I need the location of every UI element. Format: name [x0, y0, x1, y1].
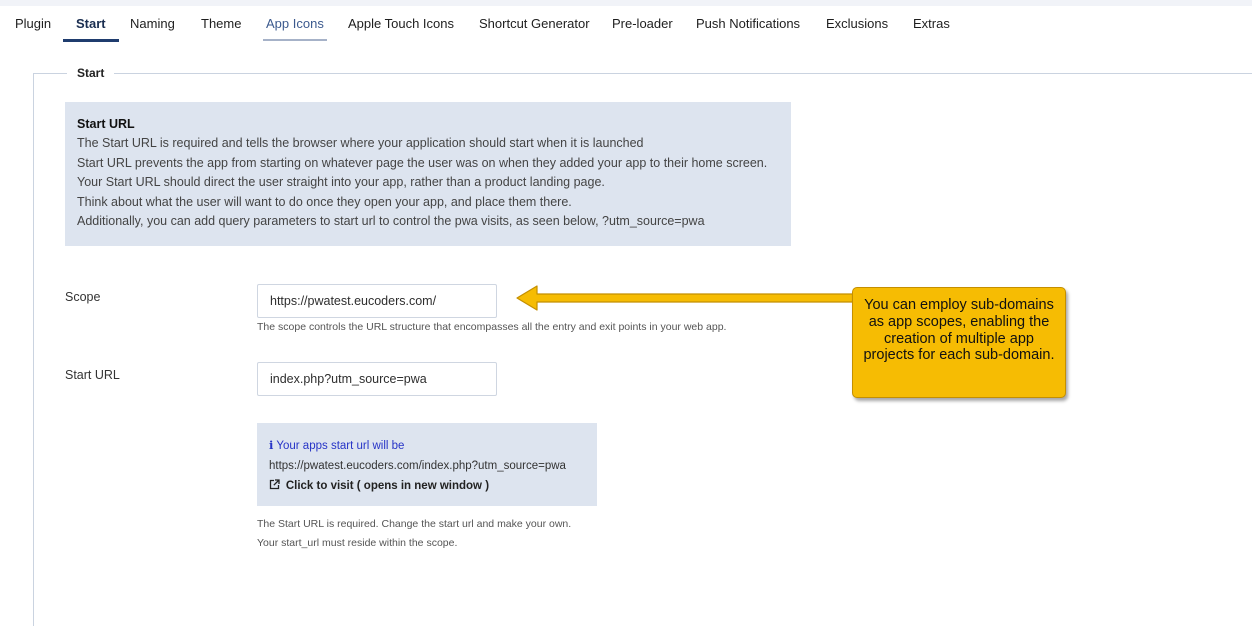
start-url-input[interactable]: index.php?utm_source=pwa: [257, 362, 497, 396]
tab-start[interactable]: Start: [63, 6, 119, 42]
info-title: Start URL: [77, 117, 135, 131]
tab-shortcut-generator[interactable]: Shortcut Generator: [479, 16, 590, 31]
preview-heading-line: [269, 436, 585, 457]
tab-push-notifications[interactable]: Push Notifications: [696, 16, 801, 31]
info-line: Start URL prevents the app from starting on whatever page the user was on when they added your app to their home screen.: [77, 155, 768, 170]
annotation-callout: You can employ sub-domains as app scopes, enabling the creation of multiple app projects for each sub-domain.: [852, 287, 1066, 398]
tab-app-icons[interactable]: App Icons: [263, 6, 327, 41]
tab-extras[interactable]: Extras: [913, 16, 950, 31]
start-url-help-line: Your start_url must reside within the scope.: [257, 537, 458, 549]
info-icon: i: [269, 438, 274, 452]
info-line: Your Start URL should direct the user straight into your app, rather than a product landing page.: [77, 175, 605, 190]
tab-naming[interactable]: Naming: [130, 16, 175, 31]
start-url-info-box: [65, 102, 791, 246]
start-url-help-line: The Start URL is required. Change the start url and make your own.: [257, 518, 572, 530]
start-url-label: Start URL: [65, 368, 120, 382]
tab-pre-loader[interactable]: Pre-loader: [612, 16, 673, 31]
preview-url: https://pwatest.eucoders.com/index.php?utm_source=pwa: [269, 459, 566, 472]
section-legend: Start: [77, 66, 105, 80]
start-url-preview-box: [257, 423, 597, 506]
info-line: The Start URL is required and tells the browser where your application should start when it is launched: [77, 136, 644, 151]
scope-input[interactable]: https://pwatest.eucoders.com/: [257, 284, 497, 318]
tab-bar: [0, 6, 1252, 42]
arrow-left-icon: [512, 282, 857, 314]
info-line: Additionally, you can add query parameters to start url to control the pwa visits, as seen below, ?utm_source=pwa: [77, 214, 705, 229]
click-to-visit-label: Click to visit ( opens in new window ): [285, 480, 490, 492]
tab-plugin[interactable]: Plugin: [15, 16, 52, 31]
tab-apple-touch-icons[interactable]: Apple Touch Icons: [348, 16, 454, 31]
click-to-visit-link[interactable]: [269, 476, 585, 497]
scope-label: Scope: [65, 290, 101, 304]
scope-help-text: The scope controls the URL structure that encompasses all the entry and exit points in your web app.: [257, 321, 727, 333]
tab-theme[interactable]: Theme: [201, 16, 242, 31]
external-link-icon: [269, 479, 284, 492]
preview-heading: Your apps start url will be: [276, 440, 405, 452]
info-line: Think about what the user will want to do once they open your app, and place them there.: [77, 194, 572, 209]
tab-exclusions[interactable]: Exclusions: [826, 16, 889, 31]
